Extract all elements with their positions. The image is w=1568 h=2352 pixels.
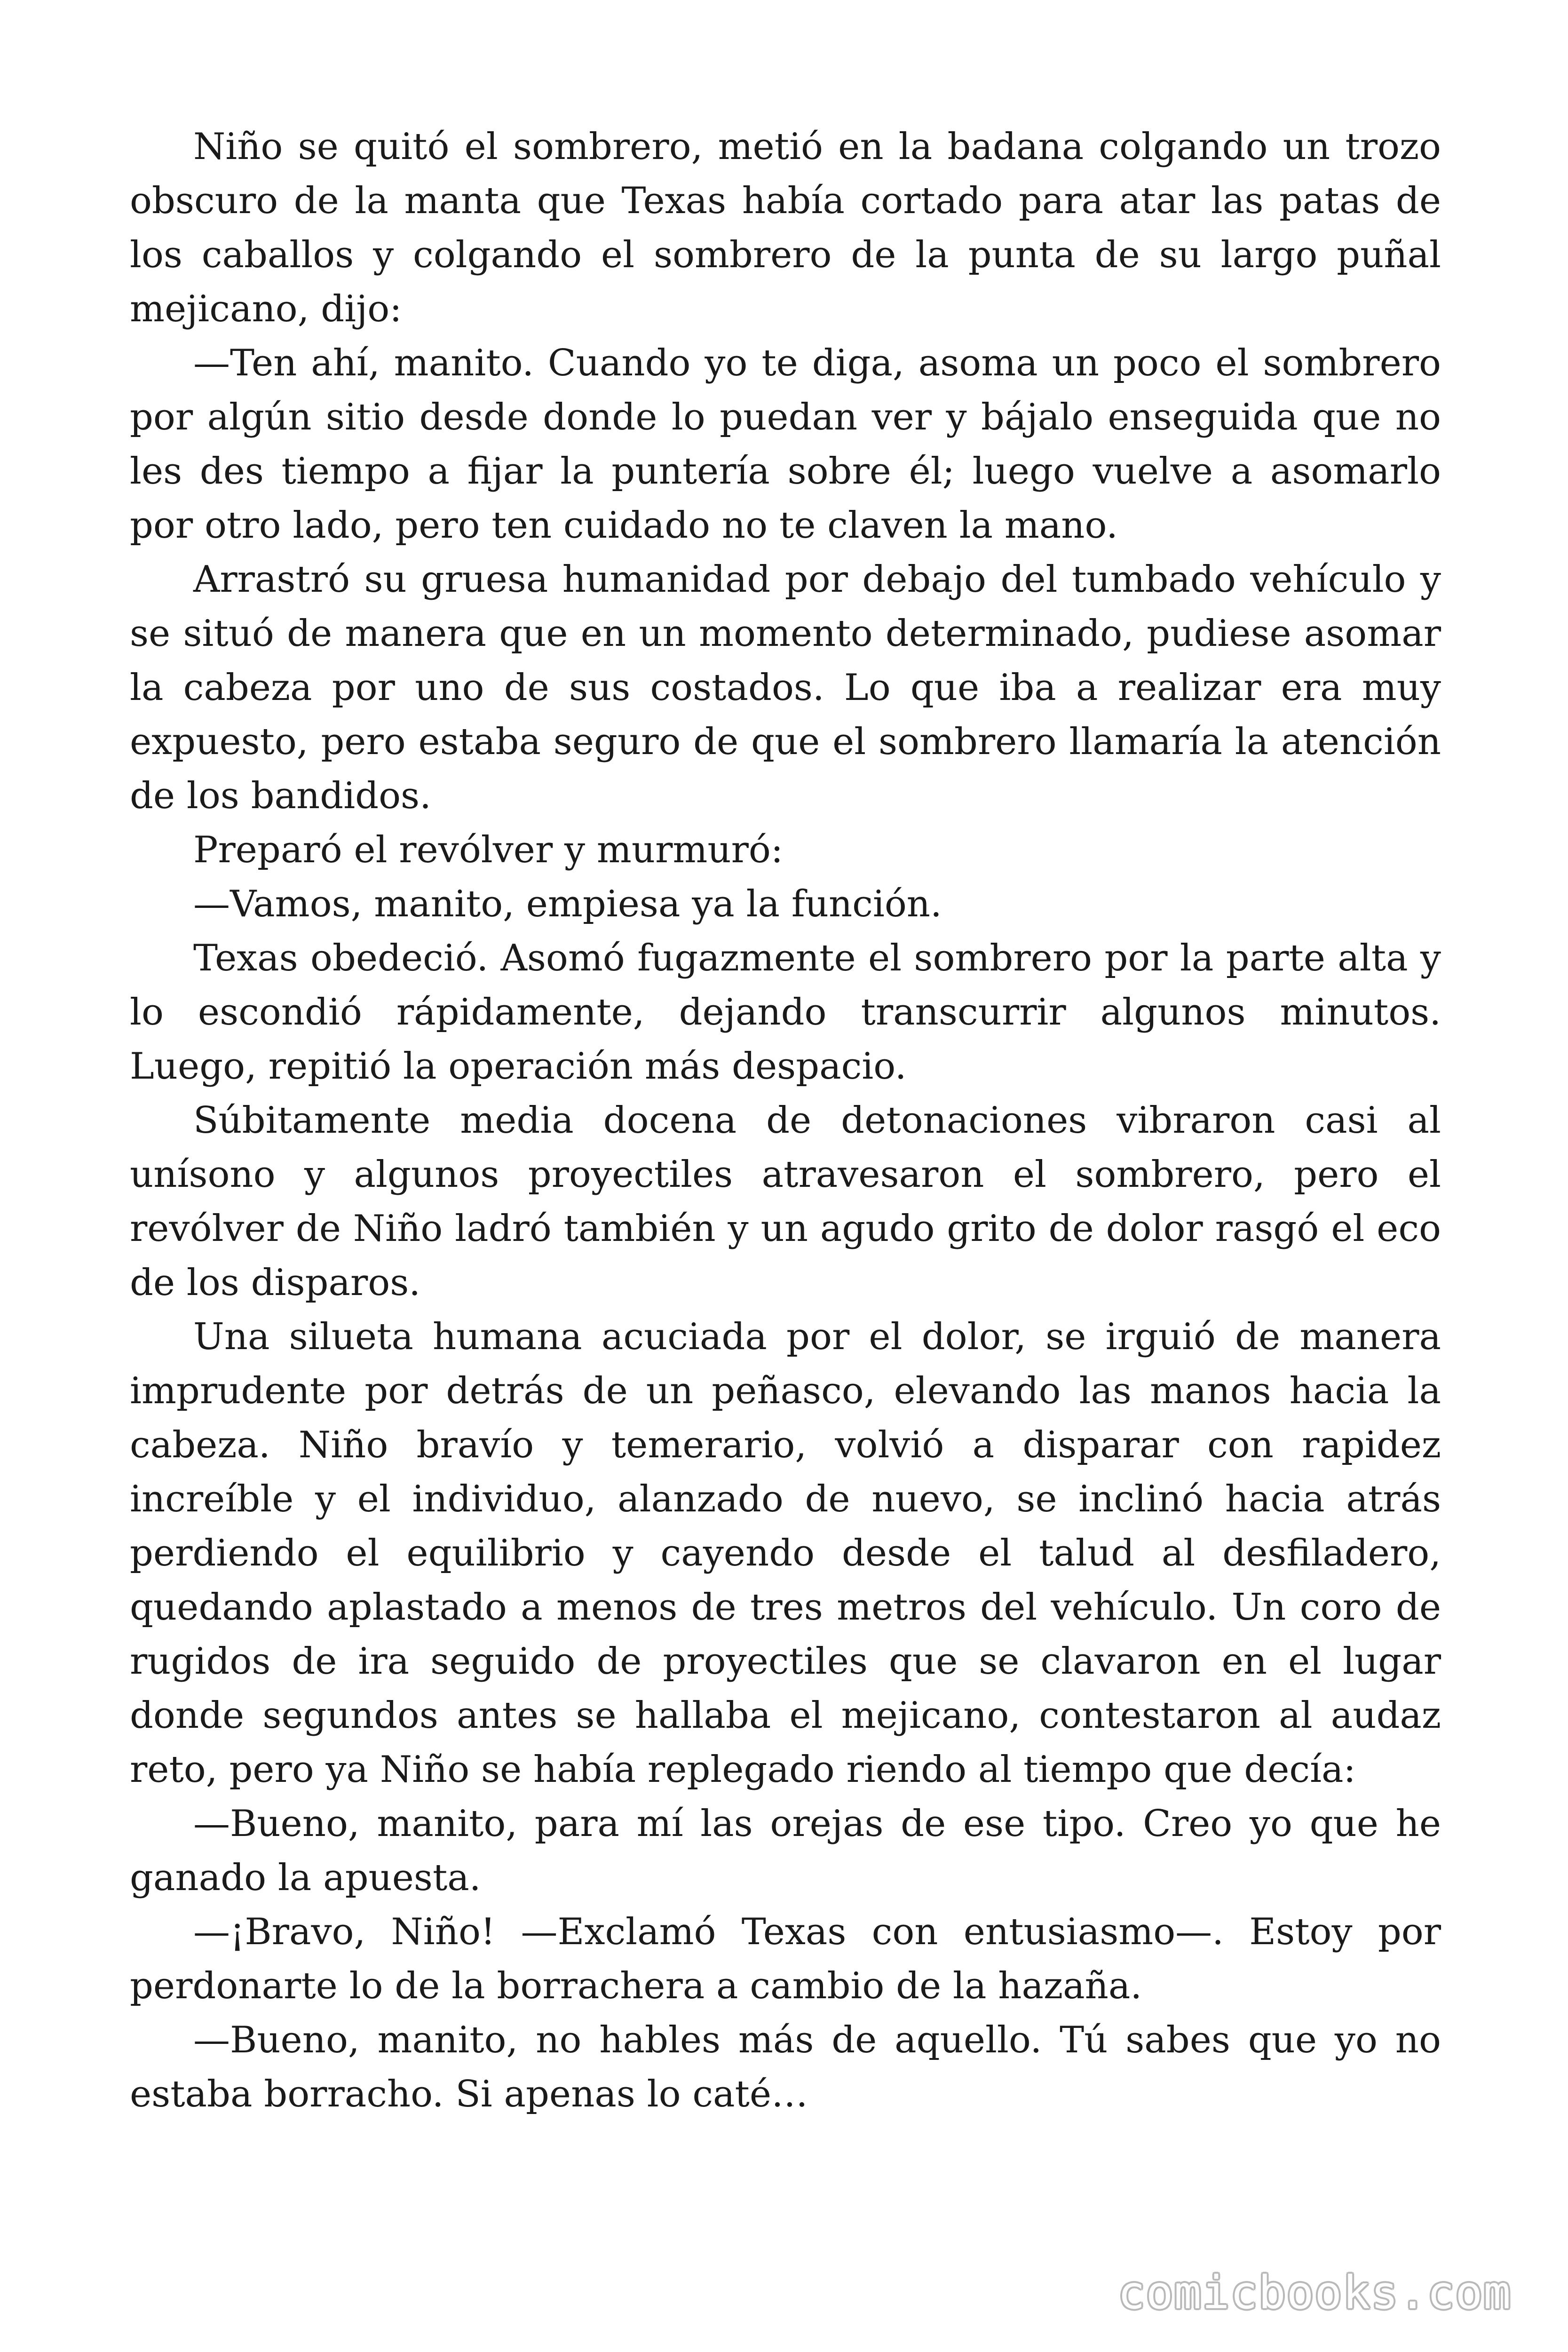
paragraph: Preparó el revólver y murmuró: [193, 829, 784, 871]
paragraph: Texas obedeció. Asomó fugazmente el sombrero por la parte alta y lo escondió rápidamente, dejando transcurrir algunos minutos. Luego, repitió la operación más despacio. [130, 937, 1441, 1088]
paragraph: —Bueno, manito, no hables más de aquello. Tú sabes que yo no estaba borracho. Si apenas lo caté… [130, 2019, 1441, 2115]
paragraph: —¡Bravo, Niño! —Exclamó Texas con entusiasmo—. Estoy por perdonarte lo de la borrachera a cambio de la hazaña. [130, 1911, 1441, 2007]
paragraph: Niño se quitó el sombrero, metió en la badana colgando un trozo obscuro de la manta que Texas había cortado para atar las patas de los caballos y colgando el sombrero de la punta de su largo puñal mejicano, dijo: [130, 126, 1441, 330]
paragraph: Súbitamente media docena de detonaciones vibraron casi al unísono y algunos proyectiles atravesaron el sombrero, pero el revólver de Niño ladró también y un agudo grito de dolor rasgó el eco de los disparos. [130, 1099, 1441, 1304]
paragraph: Una silueta humana acuciada por el dolor, se irguió de manera imprudente por detrás de un peñasco, elevando las manos hacia la cabeza. Niño bravío y temerario, volvió a disparar con rapidez increíble y el individuo, alanzado de nuevo, se inclinó hacia atrás perdiendo el equilibrio y cayendo desde el talud al desfiladero, quedando aplastado a menos de tres metros del vehículo. Un coro de rugidos de ira seguido de proyectiles que se clavaron en el lugar donde segundos antes se hallaba el mejicano, contestaron al audaz reto, pero ya Niño se había replegado riendo al tiempo que decía: [130, 1316, 1441, 1791]
paragraph: —Ten ahí, manito. Cuando yo te diga, asoma un poco el sombrero por algún sitio desde donde lo puedan ver y bájalo enseguida que no les des tiempo a fijar la puntería sobre él; luego vuelve a asomarlo por otro lado, pero ten cuidado no te claven la mano. [130, 342, 1441, 547]
watermark: comicbooks.com [1117, 2266, 1512, 2319]
body-text [130, 120, 1441, 2122]
paragraph: —Bueno, manito, para mí las orejas de ese tipo. Creo yo que he ganado la apuesta. [130, 1803, 1441, 1899]
paragraph: Arrastró su gruesa humanidad por debajo del tumbado vehículo y se situó de manera que en un momento determinado, pudiese asomar la cabeza por uno de sus costados. Lo que iba a realizar era muy expuesto, pero estaba seguro de que el sombrero llamaría la atención de los bandidos. [130, 558, 1441, 817]
paragraph: —Vamos, manito, empiesa ya la función. [193, 883, 942, 925]
